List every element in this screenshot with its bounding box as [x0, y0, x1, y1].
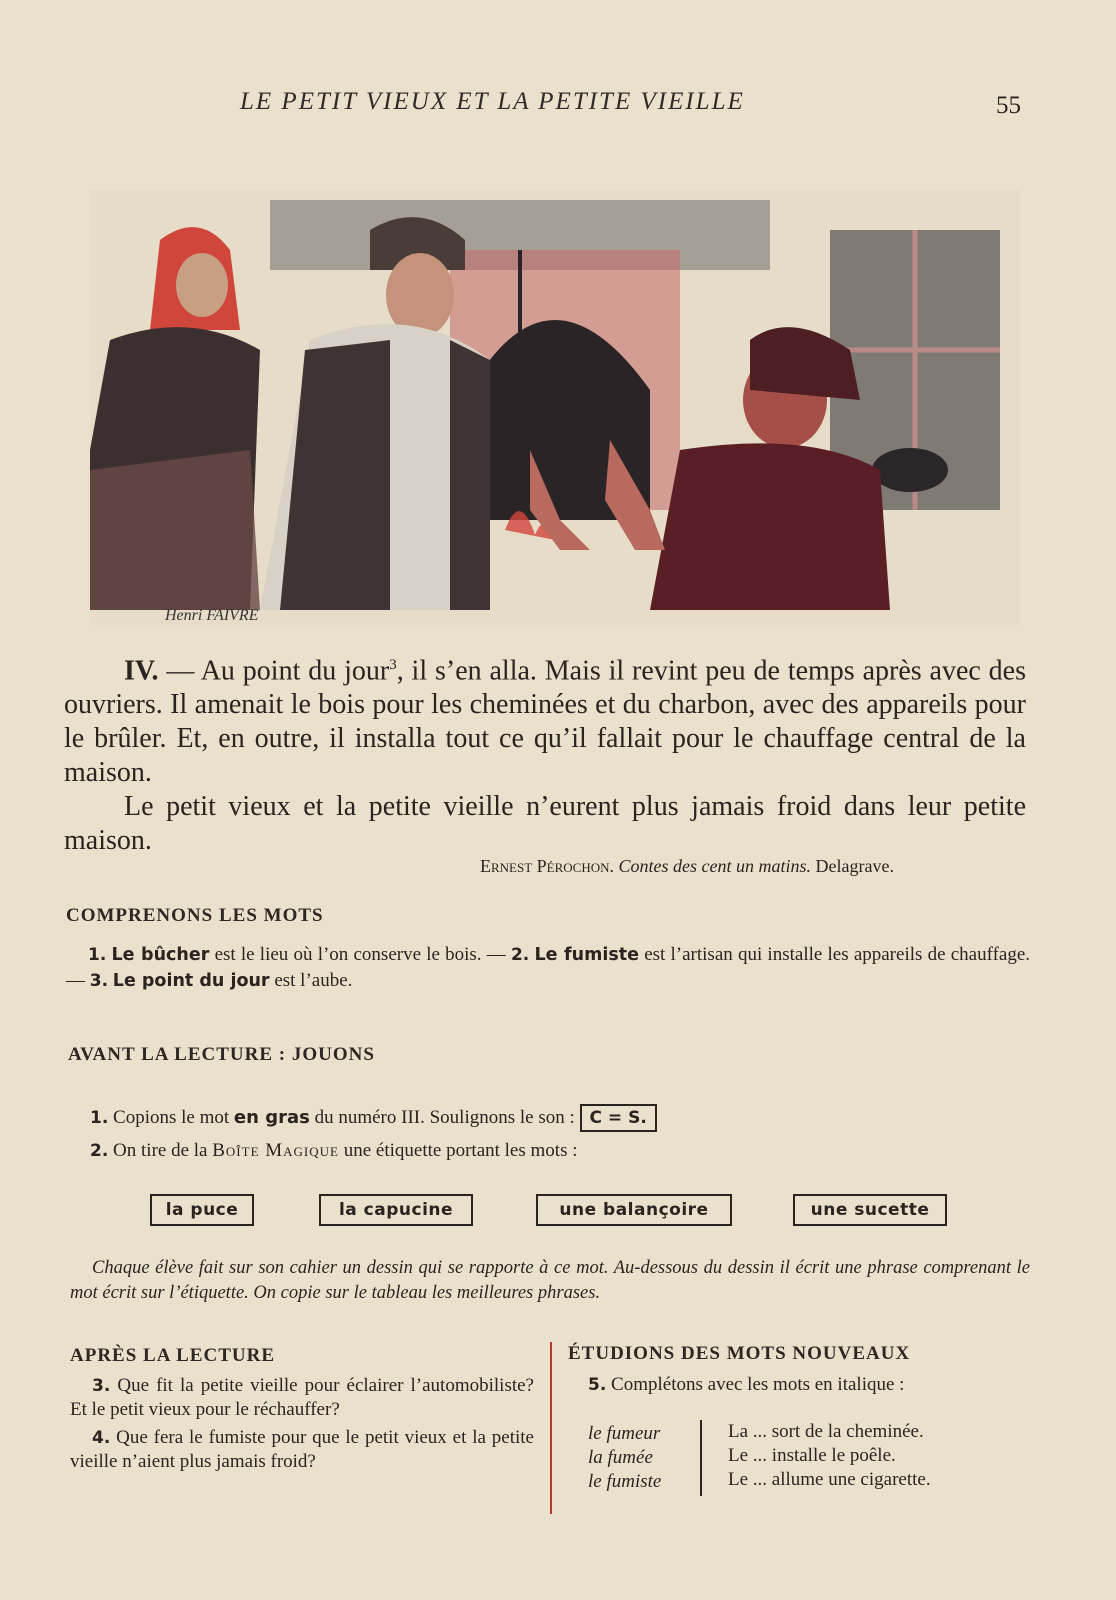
new-words-heading: ÉTUDIONS DES MOTS NOUVEAUX	[568, 1343, 911, 1364]
def-point-du-jour: est l’aube.	[269, 970, 353, 991]
question-number: 3.	[92, 1376, 111, 1396]
story-paragraph-2: Le petit vieux et la petite vieille n’eurent plus jamais froid dans leur petite maison.	[64, 791, 1026, 857]
question-5	[588, 1374, 904, 1396]
term-point-du-jour: Le point du jour	[112, 971, 270, 991]
sound-box: C = S.	[580, 1104, 657, 1132]
page-number: 55	[996, 92, 1021, 119]
illustrator-signature: Henri FAIVRE	[165, 607, 259, 624]
running-title: LE PETIT VIEUX ET LA PETITE VIEILLE	[240, 88, 745, 115]
attribution	[480, 856, 1006, 877]
instruction-2	[90, 1140, 578, 1162]
question-3	[70, 1374, 534, 1422]
publisher: Delagrave.	[815, 856, 894, 876]
story-p1-start: — Au point du jour	[158, 655, 390, 687]
magic-box-label: Boîte Magique	[212, 1140, 339, 1161]
question-text: Que fera le fumiste pour que le petit vieux et la petite vieille n’aient plus jamais froid?	[70, 1427, 534, 1472]
story-paragraph-1	[64, 648, 1026, 790]
term-bucher: Le bûcher	[111, 945, 210, 965]
instruction-text: une étiquette portant les mots :	[338, 1140, 578, 1161]
word-fumeur: le fumeur	[588, 1423, 661, 1444]
instruction-text: Copions le mot	[108, 1107, 234, 1128]
story-p1-rest: , il s’en alla. Mais il revint peu de temps après avec des ouvriers. Il amenait le bois pour les cheminées et du charbon, avec des appareils pour le brûler. Et, en outre, il installa tout ce qu’il fallait pour le chauffage central de la maison.	[64, 655, 1026, 789]
question-text: Complétons avec les mots en italique :	[606, 1374, 905, 1395]
def-fumiste: est l’artisan qui installe les appareils de chauffage. —	[66, 944, 1031, 991]
author: Ernest Pérochon.	[480, 856, 615, 876]
instruction-number: 2.	[90, 1141, 109, 1161]
def-number: 1.	[88, 945, 107, 965]
after-reading-heading: APRÈS LA LECTURE	[70, 1345, 275, 1366]
term-fumiste: Le fumiste	[534, 945, 639, 965]
def-bucher: est le lieu où l’on conserve le bois. —	[209, 944, 511, 965]
book-title: Contes des cent un matins.	[618, 856, 811, 876]
word-label-capucine: la capucine	[319, 1194, 473, 1226]
sentence-2: Le ... installe le poêle.	[728, 1445, 896, 1466]
question-number: 4.	[92, 1428, 111, 1448]
story-text	[64, 648, 1026, 858]
word-fumiste: le fumiste	[588, 1471, 662, 1492]
def-number: 2.	[510, 945, 530, 965]
def-number: 3.	[89, 971, 109, 991]
fireside-illustration	[90, 190, 1020, 625]
instruction-number: 1.	[90, 1108, 109, 1128]
fill-in-sentences	[728, 1420, 931, 1492]
question-4	[70, 1426, 534, 1474]
instruction-text: On tire de la	[108, 1140, 213, 1161]
footnote-marker: 3	[389, 657, 397, 673]
vocab-heading: COMPRENONS LES MOTS	[66, 905, 324, 926]
vocab-definitions	[66, 942, 1030, 994]
word-label-balancoire: une balançoire	[536, 1194, 732, 1226]
sentence-3: Le ... allume une cigarette.	[728, 1469, 931, 1490]
instruction-text: du numéro III. Soulignons le son :	[309, 1107, 580, 1128]
part-number: IV.	[124, 655, 159, 687]
after-reading-questions	[70, 1374, 534, 1478]
question-text: Que fit la petite vieille pour éclairer l’automobiliste? Et le petit vieux pour le réchauffer?	[70, 1375, 534, 1420]
bold-word: en gras	[233, 1107, 310, 1128]
word-label-sucette: une sucette	[793, 1194, 947, 1226]
activity-instructions: Chaque élève fait sur son cahier un dessin qui se rapporte à ce mot. Au-dessous du dessin il écrit une phrase comprenant le mot écrit sur l’étiquette. On copie sur le tableau les meilleures phrases.	[70, 1258, 1030, 1303]
before-reading-heading: AVANT LA LECTURE : JOUONS	[68, 1044, 375, 1065]
column-divider	[550, 1342, 552, 1514]
sentence-1: La ... sort de la cheminée.	[728, 1421, 924, 1442]
word-label-puce: la puce	[150, 1194, 254, 1226]
list-divider	[700, 1420, 702, 1496]
question-number: 5.	[588, 1375, 607, 1395]
word-fumee: la fumée	[588, 1447, 653, 1468]
italic-word-list	[588, 1422, 661, 1494]
instruction-1	[90, 1104, 657, 1132]
